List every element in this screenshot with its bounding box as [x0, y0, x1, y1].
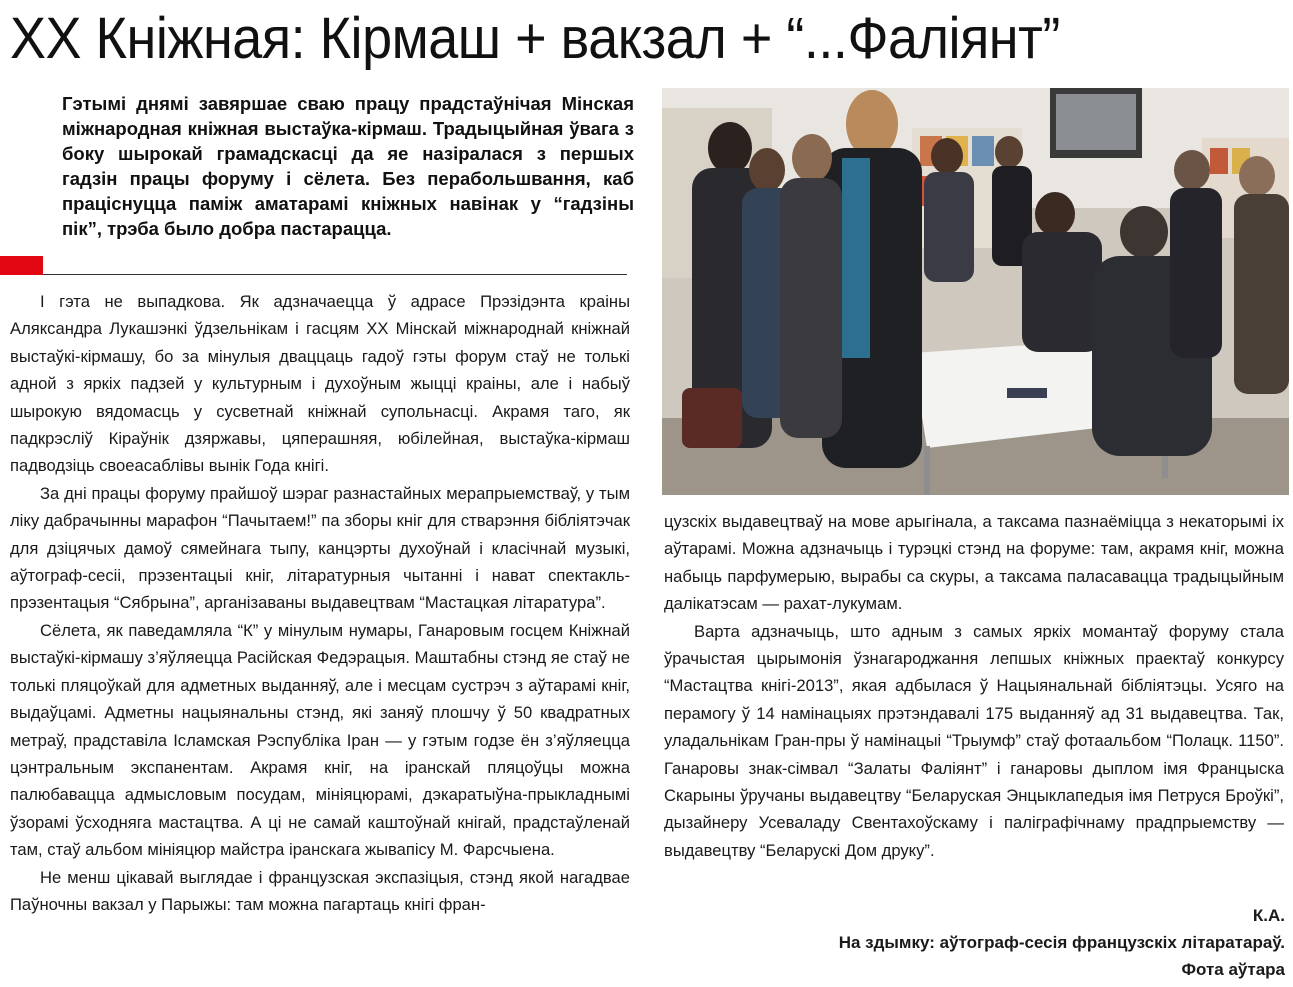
headline: XX Кніжная: Кірмаш + вакзал + “...Фаліянт” — [10, 6, 1060, 71]
photo-credit: Фота аўтара — [1181, 960, 1285, 979]
article-signoff — [665, 902, 1285, 983]
article-paragraph: Сёлета, як паведамляла “К” у мінулым нумары, Ганаровым госцем Кніжнай выстаўкі-кірмашу з’яўляецца Расійская Федэрацыя. Маштабны стэнд яе стаў не толькі пляцоўкай для адметных выданняў, але і месцам сустрэч з аўтарамі кніг, выдаўцамі. Адметны нацыянальны стэнд, які заняў плошчу ў 50 квадратных метраў, прадставіла Ісламская Рэспубліка Іран — у гэтым годзе ён з’яўляецца цэнтральным экспанентам. Акрамя кніг, на іранскай пляцоўцы можна палюбавацца адмысловым посудам, мініяцюрамі, дэкаратыўна-прыкладнымі ўзорамі ўсходняга мастацтва. А ці не самай каштоўнай кнігай, прадстаўленай там, стаў альбом мініяцюр майстра іранскага жывапісу М. Фарсчыена. — [10, 620, 630, 860]
divider-rule — [43, 274, 627, 275]
article-paragraph: Не менш цікавай выглядае і французская экспазіцыя, стэнд якой нагадвае Паўночны вакзал у Парыжы: там можна пагартаць кнігі фран- — [10, 867, 630, 914]
article-paragraph: Варта адзначыць, што адным з самых яркіх момантаў форуму стала ўрачыстая цырымонія ўзнагароджання лепшых кніжных праектаў конкурсу “Мастацтва кнігі-2013”, якая адбылася ў Нацыянальнай бібліятэцы. Усяго на перамогу ў 14 намінацыях прэтэндавалі 175 выданняў ад 31 выдавецтва. Так, уладальнікам Гран-пры ў намінацыі “Трыумф” стаў фотаальбом “Полацк. 1150”. Ганаровы знак-сімвал “Залаты Фаліянт” і ганаровы дыплом імя Францыска Скарыны ўручаны выдавецтву “Беларуская Энцыклапедыя імя Петруся Броўкі”, дызайнеру Усеваладу Свентахоўскаму і паліграфічнаму прадпрыемству — выдавецтву “Беларускі Дом друку”. — [664, 621, 1284, 860]
photo-caption: На здымку: аўтограф-сесія французскіх літаратараў. — [838, 933, 1285, 952]
author-signature: К.А. — [1252, 906, 1285, 925]
article-column-left — [10, 288, 630, 918]
article-paragraph: цузскіх выдавецтваў на мове арыгінала, а таксама пазнаёміцца з некаторымі іх аўтарамі. Можна адзначыць і турэцкі стэнд на форуме: там, акрамя кніг, можна набыць парфумерыю, вырабы са скуры, а таксама паласавацца традыцыйным далікатэсам — рахат-лукумам. — [664, 512, 1284, 614]
lead-paragraph: Гэтымі днямі завяршае сваю працу прадстаўнічая Мінская міжнародная кніжная выстаўка-кірмаш. Традыцыйная ўвага з боку шырокай грамадскасці да яе назіралася з першых гадзін працы форуму і сёлета. Без перабольшвання, каб праціснуцца паміж аматарамі кніжных навінак у “гадзіны пік”, трэба было добра пастарацца. — [62, 93, 634, 239]
article-photo — [662, 88, 1289, 495]
photo-illustration — [662, 88, 1289, 495]
article-paragraph: І гэта не выпадкова. Як адзначаецца ў адрасе Прэзідэнта краіны Аляксандра Лукашэнкі ўдзельнікам і гасцям XX Мінскай міжнароднай кніжнай выстаўкі-кірмашу, бо за мінулыя дваццаць гадоў гэты форум стаў не толькі адной з яркіх падзей у культурным і духоўным жыцці краіны, але і набыў шырокую вядомасць у сусветнай кніжнай супольнасці. Акрамя таго, як падкрэсліў Кіраўнік дзяржавы, цяперашняя, юбілейная, выстаўка-кірмаш падводзіць своеасаблівы вынік Года кнігі. — [10, 292, 630, 476]
article-paragraph: За дні працы форуму прайшоў шэраг разнастайных мерапрыемстваў, у тым ліку дабрачынны марафон “Пачытаем!” па зборы кніг для стварэння бібліятэчак для дзіцячых дамоў сямейнага тыпу, канцэрты духоўнай і класічнай музыкі, аўтограф-сесіі, прэзентацыі кніг, літаратурныя чытанні і нават спектакль-прэзентацыя “Сябрына”, арганізаваны выдавецтвам “Мастацкая літаратура”. — [10, 483, 630, 613]
red-section-marker — [0, 256, 43, 275]
article-column-right — [664, 508, 1284, 864]
